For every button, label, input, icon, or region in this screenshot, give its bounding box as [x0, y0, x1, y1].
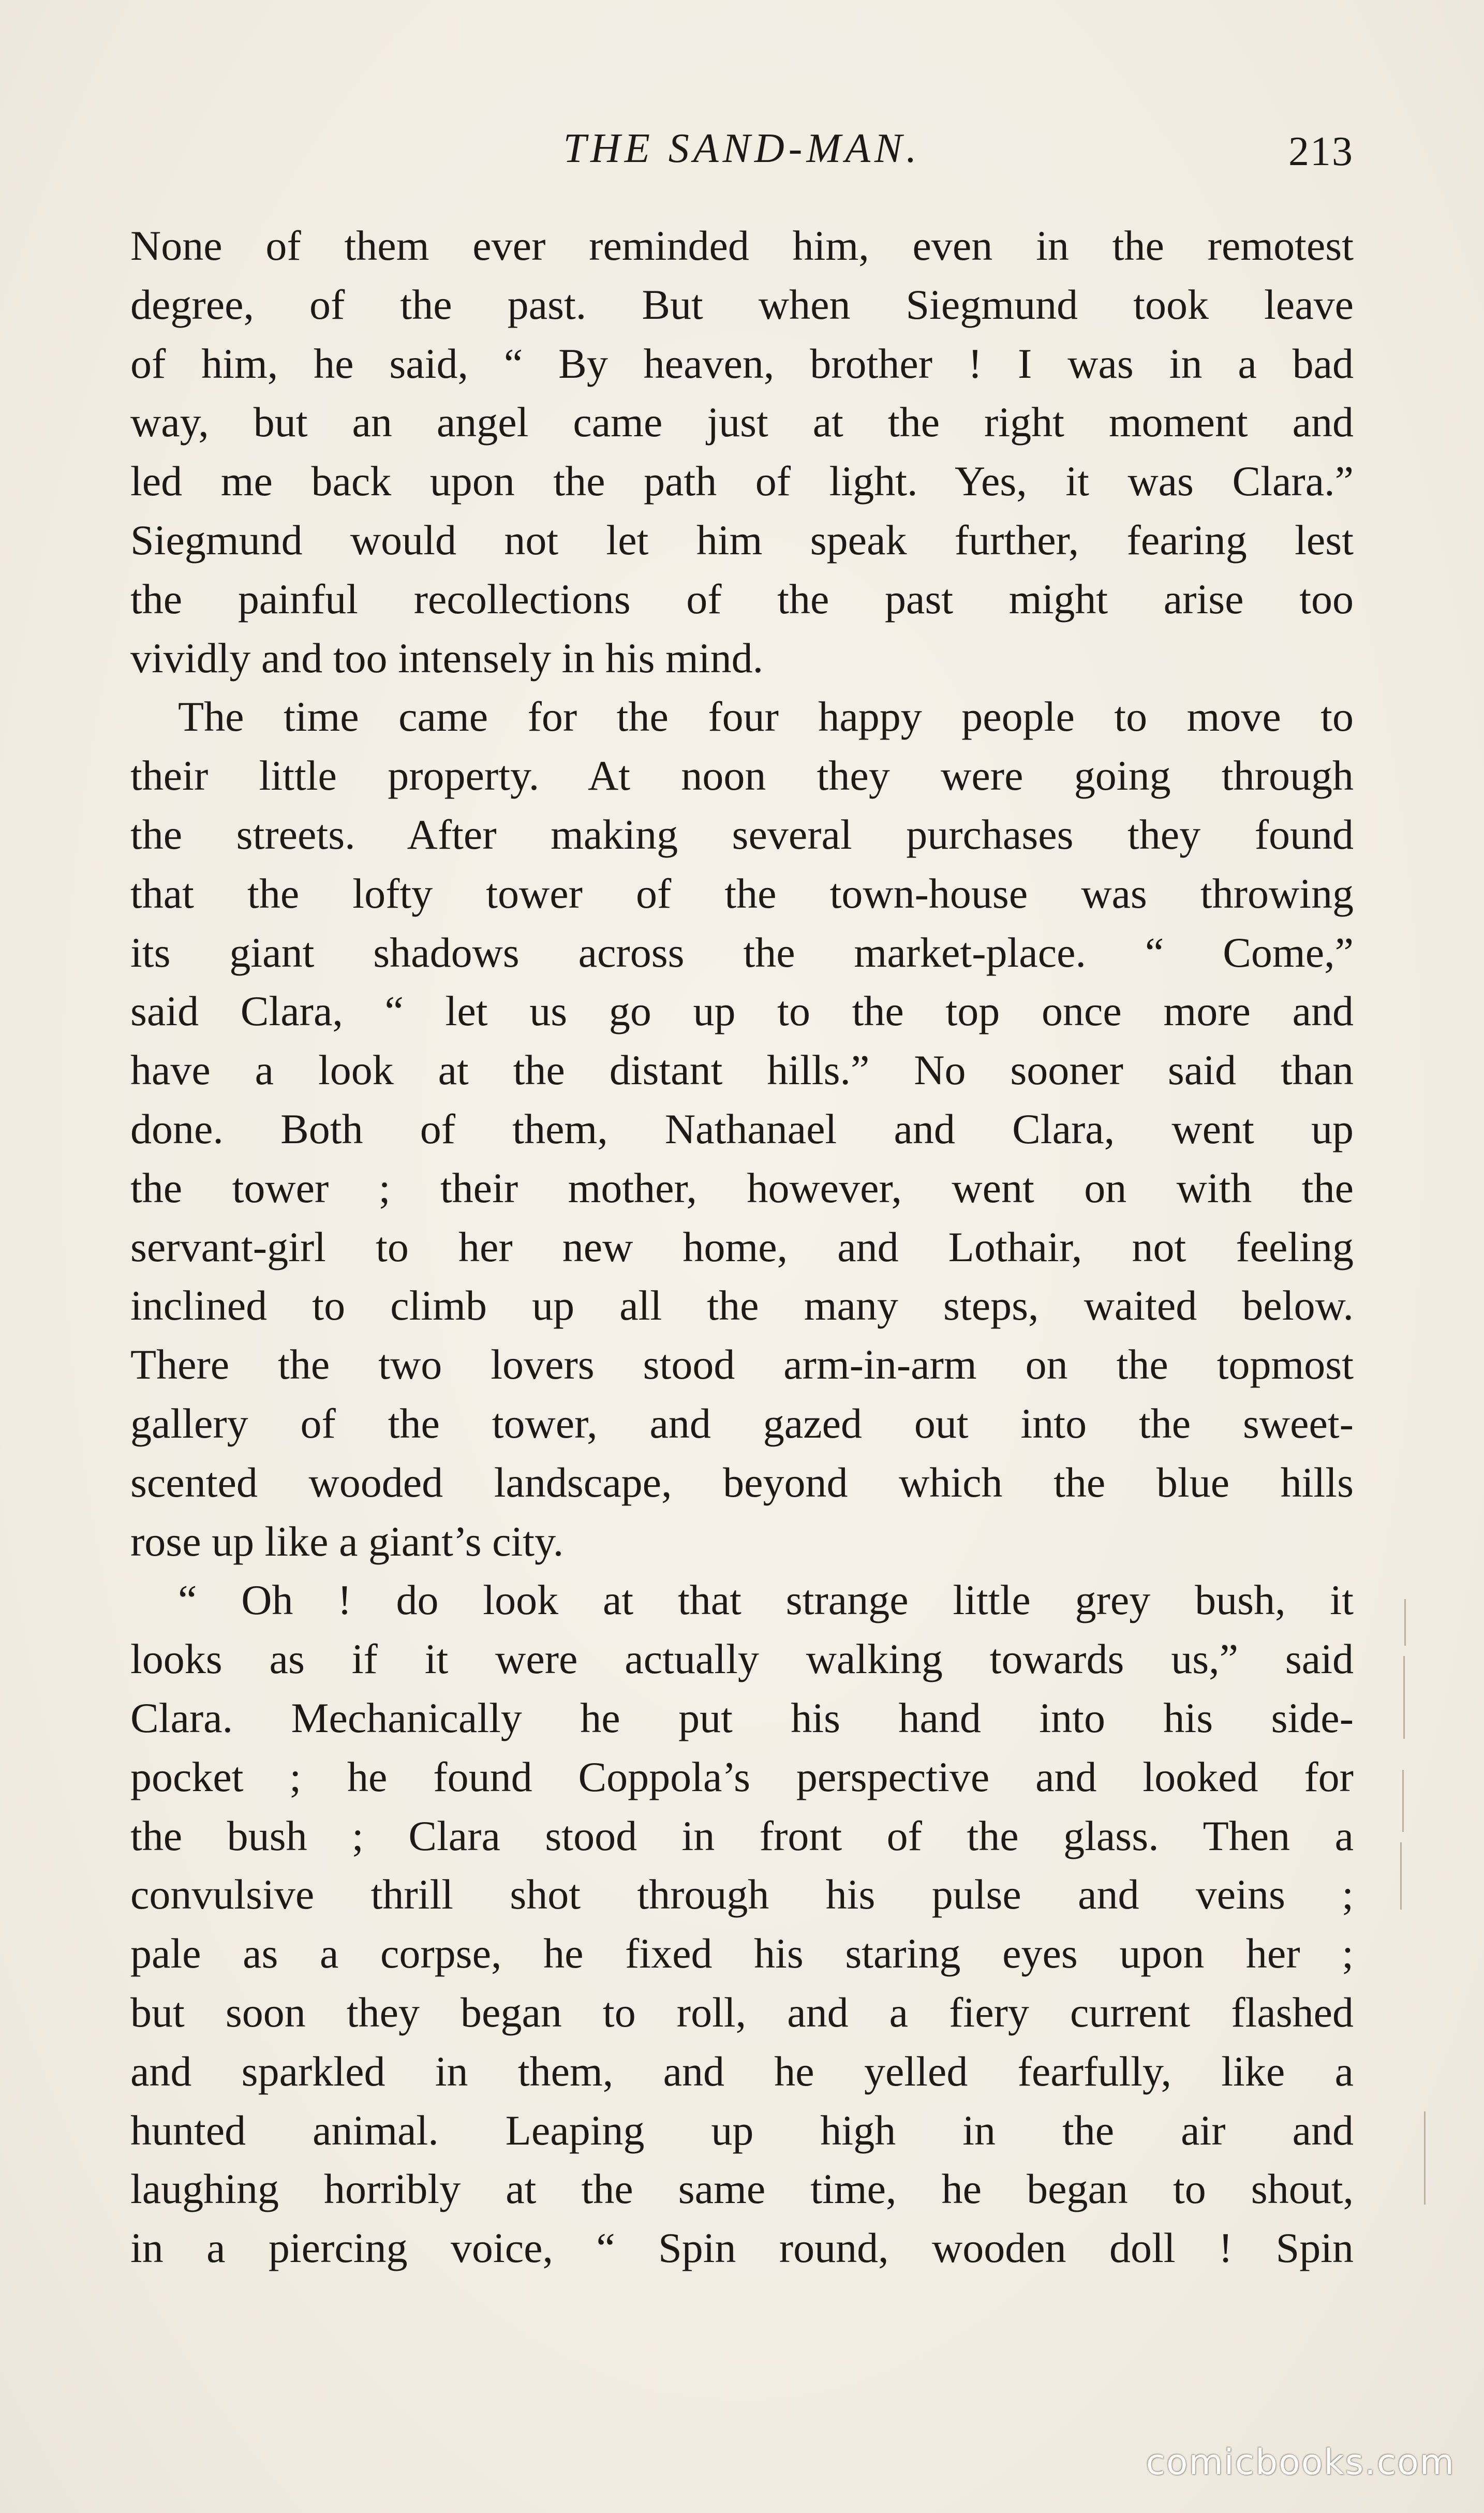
margin-mark: [1403, 1656, 1405, 1739]
text-line: There the two lovers stood arm-in-arm on the topmost: [130, 1341, 1354, 1388]
text-line: scented wooded landscape, beyond which the blue hills: [130, 1458, 1354, 1506]
text-line: and sparkled in them, and he yelled fearfully, like a: [130, 2047, 1354, 2095]
text-line: way, but an angel came just at the right moment and: [130, 398, 1354, 446]
text-line: its giant shadows across the market-place. “ Come,”: [130, 928, 1354, 976]
text-line: looks as if it were actually walking towards us,” said: [130, 1635, 1354, 1683]
text-line: None of them ever reminded him, even in the remotest: [130, 222, 1354, 269]
text-line: but soon they began to roll, and a fiery current flashed: [130, 1988, 1354, 2036]
text-line: hunted animal. Leaping up high in the air and: [130, 2106, 1354, 2154]
text-line: pocket ; he found Coppola’s perspective and looked for: [130, 1753, 1354, 1800]
text-line: servant-girl to her new home, and Lothair, not feeling: [130, 1223, 1354, 1270]
text-line: the tower ; their mother, however, went on with the: [130, 1164, 1354, 1211]
text-line: convulsive thrill shot through his pulse and veins ;: [130, 1871, 1354, 1918]
margin-mark: [1402, 1770, 1404, 1832]
text-line: vividly and too intensely in his mind.: [130, 634, 764, 682]
running-head: [130, 120, 1354, 177]
text-line: pale as a corpse, he fixed his staring eyes upon her ;: [130, 1930, 1354, 1977]
text-line: the bush ; Clara stood in front of the glass. Then a: [130, 1812, 1354, 1859]
text-line: the painful recollections of the past might arise too: [130, 575, 1354, 623]
watermark: comicbooks.com: [1146, 2442, 1455, 2483]
text-line: done. Both of them, Nathanael and Clara, went up: [130, 1105, 1354, 1152]
text-line: Siegmund would not let him speak further, fearing lest: [130, 516, 1354, 564]
margin-mark: [1400, 1842, 1402, 1910]
page-number: 213: [1288, 129, 1354, 174]
text-line: inclined to climb up all the many steps, waited below.: [130, 1282, 1354, 1329]
text-line: that the lofty tower of the town-house was throwing: [130, 869, 1354, 917]
text-line: the streets. After making several purchases they found: [130, 810, 1354, 858]
running-title: THE SAND-MAN.: [563, 126, 921, 171]
paragraph-start-line: “ Oh ! do look at that strange little grey bush, it: [178, 1576, 1354, 1624]
text-line: laughing horribly at the same time, he began to shout,: [130, 2165, 1354, 2213]
text-line: rose up like a giant’s city.: [130, 1517, 564, 1565]
margin-mark: [1424, 2111, 1426, 2205]
margin-mark: [1404, 1599, 1406, 1646]
text-line: gallery of the tower, and gazed out into the sweet-: [130, 1399, 1354, 1447]
paragraph-start-line: The time came for the four happy people to move to: [178, 693, 1354, 741]
text-line: led me back upon the path of light. Yes, it was Clara.”: [130, 457, 1354, 505]
text-line: their little property. At noon they were going through: [130, 752, 1354, 800]
text-line: have a look at the distant hills.” No sooner said than: [130, 1046, 1354, 1094]
text-line: in a piercing voice, “ Spin round, wooden doll ! Spin: [130, 2224, 1354, 2272]
text-line: said Clara, “ let us go up to the top once more and: [130, 987, 1354, 1035]
text-line: Clara. Mechanically he put his hand into his side-: [130, 1694, 1354, 1741]
body-text: [130, 216, 1354, 2278]
text-line: of him, he said, “ By heaven, brother ! I was in a bad: [130, 339, 1354, 387]
text-line: degree, of the past. But when Siegmund took leave: [130, 280, 1354, 328]
